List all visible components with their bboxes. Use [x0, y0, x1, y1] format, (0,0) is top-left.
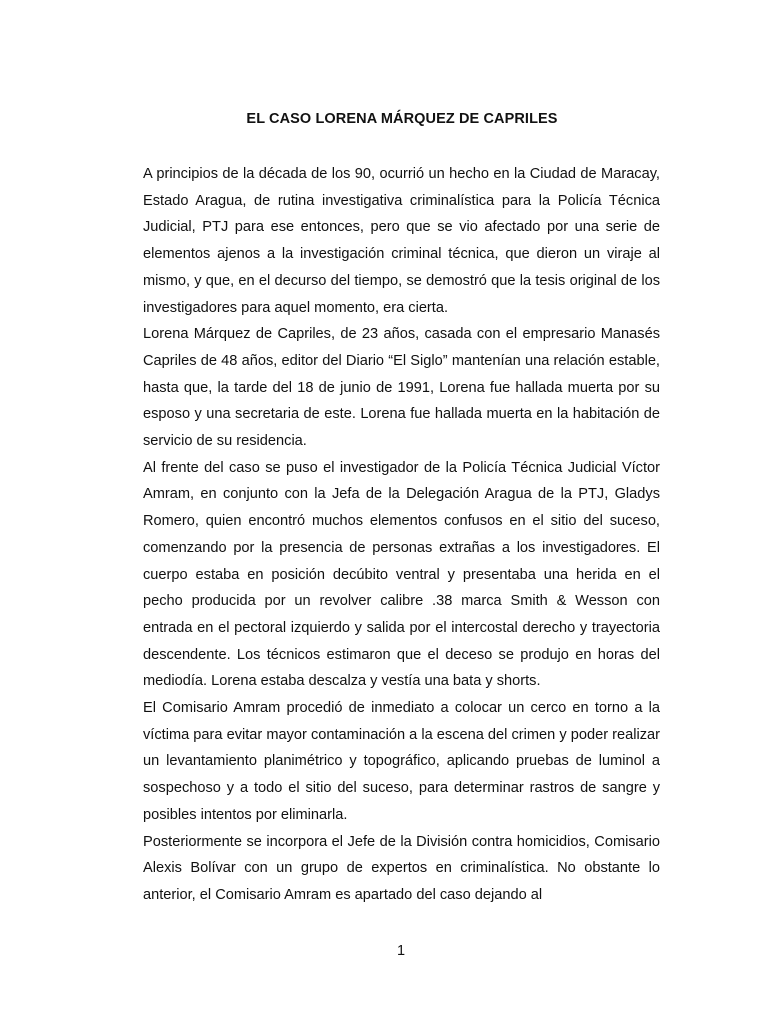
paragraph: Posteriormente se incorpora el Jefe de la División contra homicidios, Comisario Alexis Bolívar con un grupo de expertos en criminalística. No obstante lo anterior, el Comisario Amram es apartado del caso dejando al	[143, 833, 660, 903]
document-body	[143, 161, 660, 909]
paragraph: El Comisario Amram procedió de inmediato a colocar un cerco en torno a la víctima para evitar mayor contaminación a la escena del crimen y poder realizar un levantamiento planimétrico y topográfico, aplicando pruebas de luminol a sospechoso y a todo el sitio del suceso, para determinar rastros de sangre y posibles intentos por eliminarla.	[143, 700, 660, 823]
paragraph: A principios de la década de los 90, ocurrió un hecho en la Ciudad de Maracay, Estado Aragua, de rutina investigativa criminalística para la Policía Técnica Judicial, PTJ para ese entonces, pero que se vio afectado por una serie de elementos ajenos a la investigación criminal técnica, que dieron un viraje al mismo, y que, en el decurso del tiempo, se demostró que la tesis original de los investigadores para aquel momento, era cierta.	[143, 166, 660, 316]
paragraph: Al frente del caso se puso el investigador de la Policía Técnica Judicial Víctor Amram, en conjunto con la Jefa de la Delegación Aragua de la PTJ, Gladys Romero, quien encontró muchos elementos confusos en el sitio del suceso, comenzando por la presencia de personas extrañas a los investigadores. El cuerpo estaba en posición decúbito ventral y presentaba una herida en el pecho producida por un revolver calibre .38 marca Smith & Wesson con entrada en el pectoral izquierdo y salida por el intercostal derecho y trayectoria descendente. Los técnicos estimaron que el deceso se produjo en horas del mediodía. Lorena estaba descalza y vestía una bata y shorts.	[143, 459, 660, 690]
document-title: EL CASO LORENA MÁRQUEZ DE CAPRILES	[246, 111, 558, 127]
page-number: 1	[396, 943, 406, 959]
paragraph: Lorena Márquez de Capriles, de 23 años, casada con el empresario Manasés Capriles de 48 años, editor del Diario “El Siglo” mantenían una relación estable, hasta que, la tarde del 18 de junio de 1991, Lorena fue hallada muerta por su esposo y una secretaria de este. Lorena fue hallada muerta en la habitación de servicio de su residencia.	[143, 326, 660, 450]
